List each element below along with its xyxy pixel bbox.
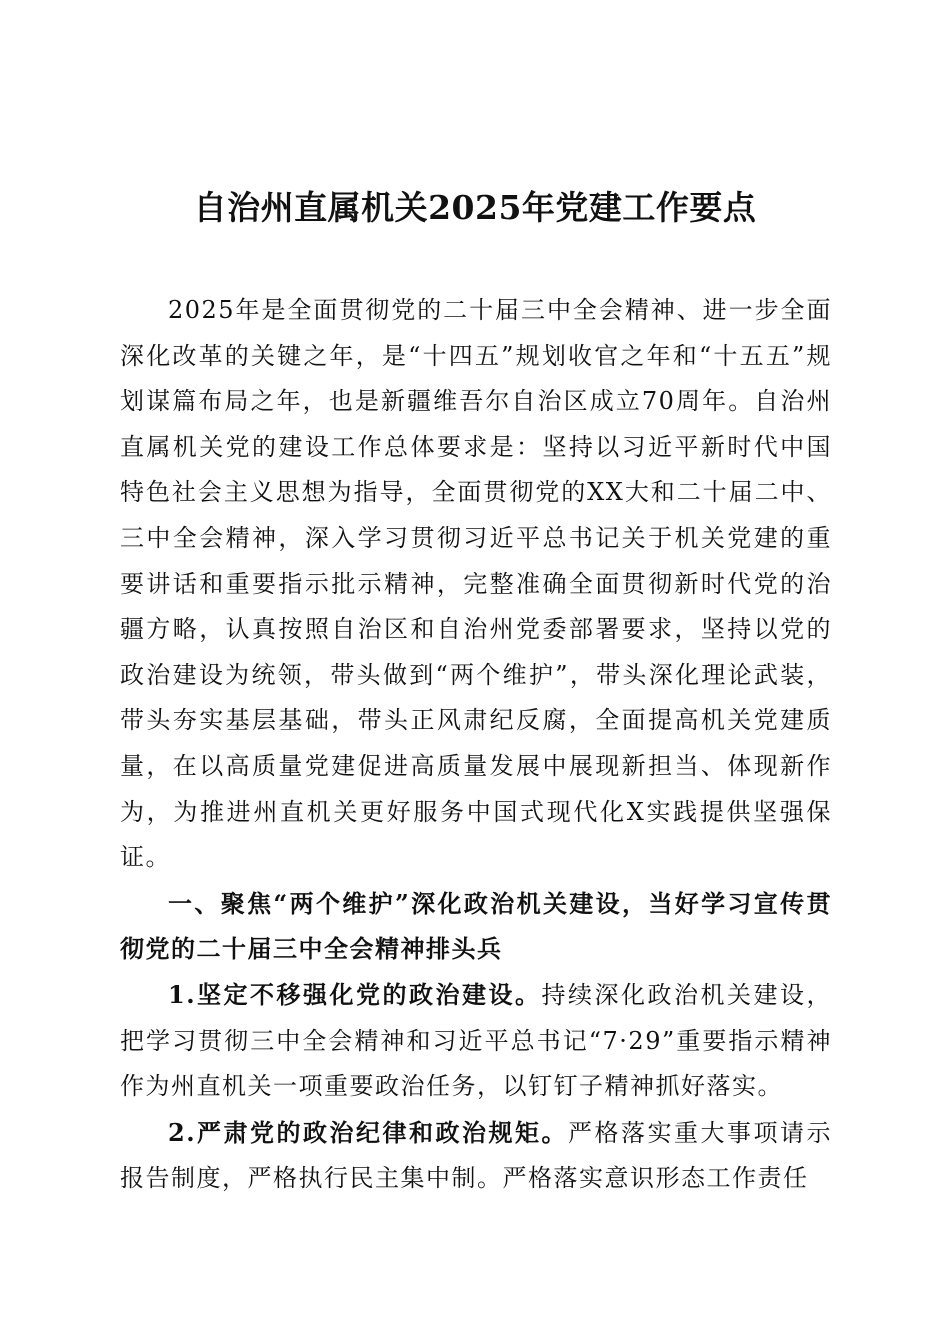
document-title: 自治州直属机关2025年党建工作要点 <box>193 188 757 227</box>
item-body-2: 严格落实重大事项请示报告制度，严格执行民主集中制。严格落实意识形态工作责任 <box>120 1118 832 1193</box>
intro-paragraph: 2025年是全面贯彻党的二十届三中全会精神、进一步全面深化改革的关键之年，是“十四五”规划收官之年和“十五五”规划谋篇布局之年，也是新疆维吾尔自治区成立70周年。自治州直属机关党的建设工作总体要求是：坚持以习近平新时代中国特色社会主义思想为指导，全面贯彻党的XX大和二十届二中、三中全会精神，深入学习贯彻习近平总书记关于机关党建的重要讲话和重要指示批示精神，完整准确全面贯彻新时代党的治疆方略，认真按照自治区和自治州党委部署要求，坚持以党的政治建设为统领，带头做到“两个维护”，带头深化理论武装，带头夯实基层基础，带头正风肃纪反腐，全面提高机关党建质量，在以高质量党建促进高质量发展中展现新担当、体现新作为，为推进州直机关更好服务中国式现代化X实践提供坚强保证。 <box>120 296 832 872</box>
item-title-2: 2.严肃党的政治纪律和政治规矩。 <box>168 1117 569 1147</box>
document-body <box>120 288 832 1202</box>
item-body-1: 持续深化政治机关建设，把学习贯彻三中全会精神和习近平总书记“7·29”重要指示精神作为州直机关一项重要政治任务，以钉钉子精神抓好落实。 <box>120 980 833 1101</box>
item-paragraph-1 <box>120 972 832 1110</box>
item-paragraph-2 <box>120 1110 832 1202</box>
section-heading-1: 一、聚焦“两个维护”深化政治机关建设，当好学习宣传贯彻党的二十届三中全会精神排头兵 <box>120 888 832 964</box>
item-title-1: 1.坚定不移强化党的政治建设。 <box>168 979 542 1009</box>
